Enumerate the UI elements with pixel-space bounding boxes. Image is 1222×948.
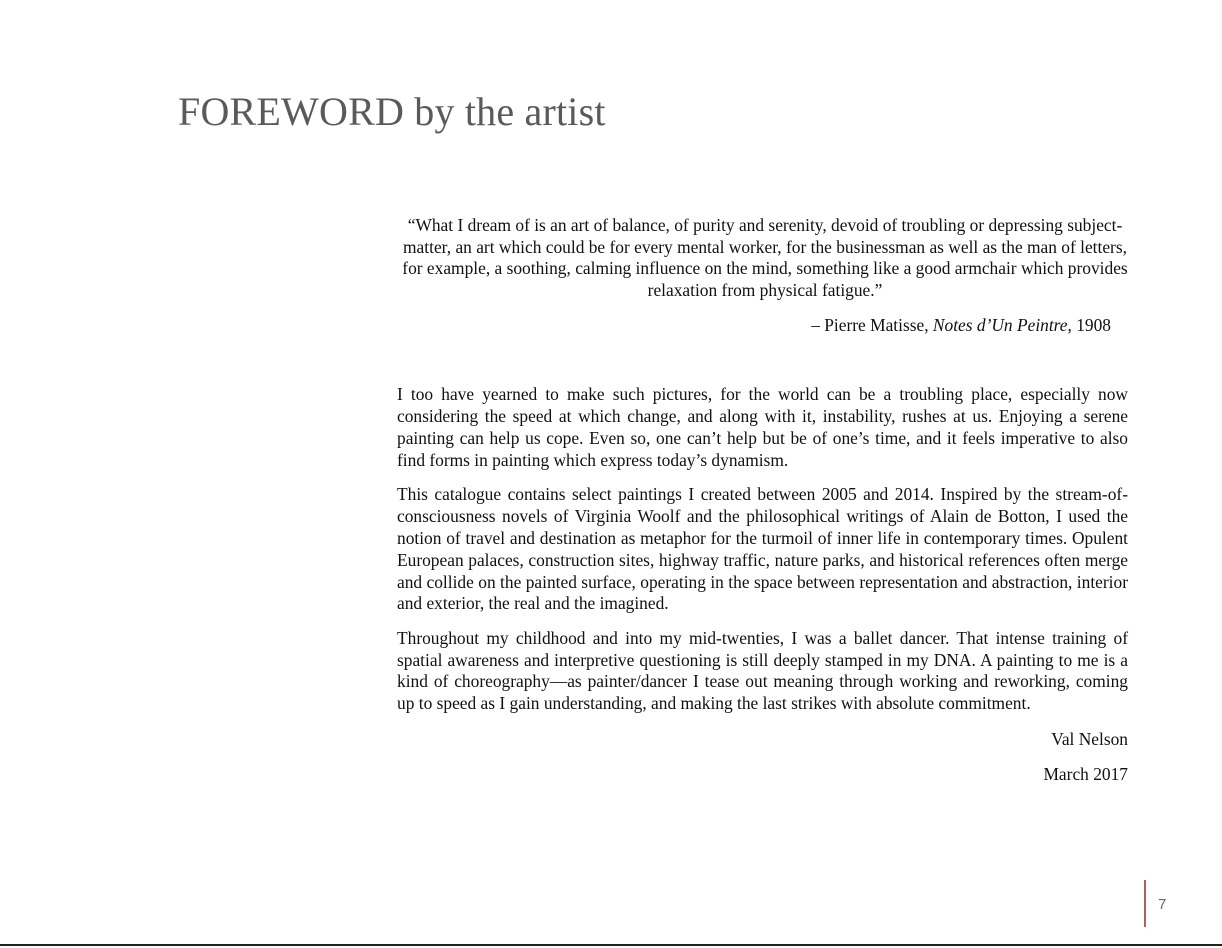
epigraph-attribution: [400, 314, 1111, 336]
attribution-work-title: Notes d’Un Peintre: [932, 315, 1068, 335]
page-title: FOREWORD by the artist: [178, 89, 606, 134]
page-bottom-edge: [0, 944, 1222, 946]
foreword-body: [397, 384, 1128, 728]
body-paragraph: This catalogue contains select paintings I created between 2005 and 2014. Inspired by the stream-of-consciousness novels of Virginia Woolf and the philosophical writings of Alain de Botton, I used the notion of travel and destination as metaphor for the turmoil of inner life in contemporary times. Opulent European palaces, construction sites, highway traffic, nature parks, and historical references often merge and collide on the painted surface, operating in the space between representation and abstraction, interior and exterior, the real and the imagined.: [397, 483, 1128, 614]
page-marker-rule: [1144, 880, 1146, 927]
body-paragraph: Throughout my childhood and into my mid-twenties, I was a ballet dancer. That intense training of spatial awareness and interpretive questioning is still deeply stamped in my DNA. A painting to me is a kind of choreography—as painter/dancer I tease out meaning through working and reworking, coming up to speed as I gain understanding, and making the last strikes with absolute commitment.: [397, 627, 1128, 714]
attribution-year: , 1908: [1067, 315, 1111, 335]
signature-name: Val Nelson: [1051, 729, 1128, 749]
epigraph-quote: “What I dream of is an art of balance, of purity and serenity, devoid of troubling or depressing subject-matter, an art which could be for every mental worker, for the businessman as well as the man of letters, for example, a soothing, calming influence on the mind, something like a good armchair which provides relaxation from physical fatigue.”: [402, 215, 1128, 301]
page-number: 7: [1158, 896, 1167, 913]
attribution-author: – Pierre Matisse,: [811, 315, 933, 335]
body-paragraph: I too have yearned to make such pictures, for the world can be a troubling place, especially now considering the speed at which change, and along with it, instability, rushes at us. Enjoying a serene painting can help us cope. Even so, one can’t help but be of one’s time, and it feels imperative to also find forms in painting which express today’s dynamism.: [397, 384, 1128, 470]
signature-date: March 2017: [1043, 764, 1128, 784]
